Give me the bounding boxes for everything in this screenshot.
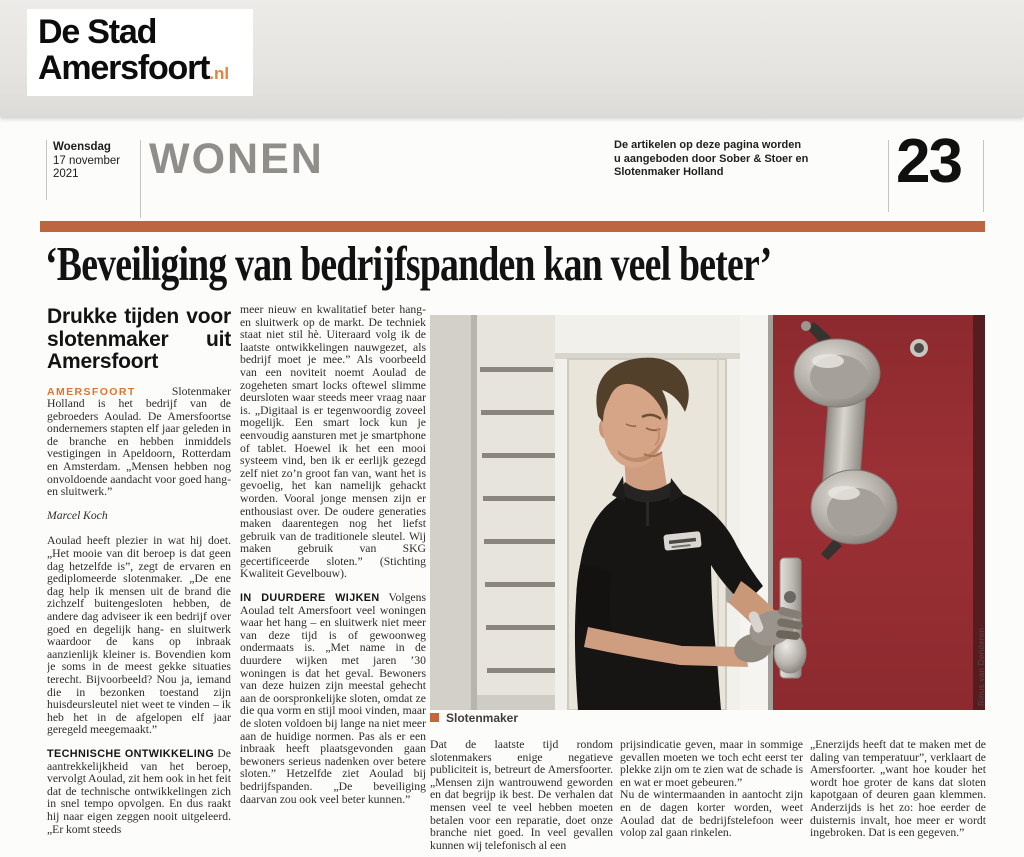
body-paragraph: Dat de laatste tijd rondom slotenmakers enige negatieve publiciteit is, betreurt de Amersfoorter. „Mensen zijn wantrouwend geworden en dat begrijp ik best. De verhalen dat mensen veel te veel hebben moeten betalen voor een reparatie, doet onze branche niet goed. In veel gevallen kunnen wij telefonisch al een [430,739,613,852]
article-column-5 [810,739,986,857]
staircase [477,315,560,710]
left-wall [430,315,475,710]
body-paragraph: IN DUURDERE WIJKEN Volgens Aoulad telt Amersfoort veel woningen waar het hang – en sluitwerk niet meer van deze tijd is of gewoonweg ondermaats is. „Met name in de duurdere wijken met jaren ’30 woningen is dat het geval. Bewoners van deze huizen zijn meestal gehecht aan de oorspronkelijke sloten, omdat ze die qua vorm en stijl mooi vinden, maar de sloten voldoen bij lange na niet meer aan de huidige normen. Pas als er een inbraak heeft plaatsgevonden gaan bewoners serieus nadenken over betere sloten.” Hetzelfde ziet Aoulad bij bedrijfspanden. „De beveiliging daarvan zou ook veel beter kunnen.” [240,591,426,806]
article-column-3 [430,739,613,857]
photo-caption: Slotenmaker [430,711,518,727]
photo-credit: Rinus van Denderen [977,627,986,706]
caption-marker-icon [430,713,439,722]
date-day: Woensdag [53,141,111,153]
subhead-in-duurdere-wijken: IN DUURDERE WIJKEN [240,592,380,605]
article-column-1 [47,306,231,857]
page-attribution: De artikelen op deze pagina worden u aangeboden door Sober & Stoer en Slotenmaker Holland [614,139,809,178]
body-paragraph: Aoulad heeft plezier in wat hij doet. „Het mooie van dit beroep is dat geen dag hetzelfde is”, zegt de ervaren en gediplomeerde slotenmaker. „De ene dag help ik mensen uit de brand die zichzelf buitengesloten hebben, de andere dag adviseer ik een bedrijf over goed en degelijk hang- en sluitwerk waardoor de kans op inbraak aanzienlijk kleiner is. Bovendien kom je soms in de meest gekke situaties terecht. Bijvoorbeeld? Nou ja, iemand die in bezonken toestand zijn huisdeursleutel niet weet te vinden – ik heb het in de afgelopen elf jaar geregeld meegemaakt.” [47,534,231,737]
logo-title-line2: Amersfoort.nl [38,49,230,87]
article-kicker: Drukke tijden voor slotenmaker uit Amersfoort [47,306,231,373]
article-column-2 [240,304,426,857]
headline: ‘Beveiliging van bedrijfspanden kan veel beter’ [45,236,772,291]
header-divider [888,140,889,212]
header-divider [140,140,141,218]
logo-nl-suffix: .nl [209,64,230,83]
logo-title-line1: De Stad [38,13,157,51]
photo-locksmith [430,315,985,710]
body-paragraph: meer nieuw en kwalitatief beter hang- en sluitwerk op de markt. De techniek staat niet stil hè. Uiteraard volg ik de laatste ontwikkelingen nauwgezet, als bedrijf moet je mee.” Als voorbeeld van een noviteit noemt Aoulad de zogeheten smart locks oftewel slimme deursloten waar steeds meer vraag naar is. „Digitaal is er tegenwoordig zoveel mogelijk. Een smart lock kun je eenvoudig aansturen met je smartphone of tablet. Hoewel ik het een mooi systeem vind, ben ik er eerlijk gezegd zelf niet zo’n groot fan van, want het is gevoelig, het kan namelijk gehackt worden. Vooral jonge mensen zijn er enthousiast over. De oudere generaties maken daarentegen nog het liefst gebruik van de traditionele sleutel. Wij maken gebruik van SKG gecertificeerde sloten.” (Stichting Kwaliteit Gevelbouw). [240,304,426,581]
orange-rule [40,221,985,232]
subhead-technische-ontwikkeling: TECHNISCHE ONTWIKKELING [47,747,215,760]
photo-illustration [430,315,985,710]
body-paragraph: prijsindicatie geven, maar in sommige gevallen moeten we toch echt eerst ter plekke zijn om te zien wat de schade is en wat er moet gebeuren.” [620,739,803,789]
body-paragraph: TECHNISCHE ONTWIKKELING De aantrekkelijkheid van het beroep, vervolgt Aoulad, zit hem ook in het feit dat de technische ontwikkelingen zich in snel tempo opvolgen. En dus raakt hij naar eigen zeggen nooit uitgeleerd. „Er komt steeds [47,746,231,836]
lead-paragraph: AMERSFOORT Slotenmaker Holland is het bedrijf van de gebroeders Aoulad. De Amersfoortse ondernemers stapten elf jaar geleden in de branche en hebben inmiddels vestigingen in Apeldoorn, Rotterdam en Amsterdam. „Mensen hebben nog onvoldoende aandacht voor goed hang- en sluitwerk.” [47,384,231,499]
date-line3: 2021 [53,168,79,180]
section-title: WONEN [149,135,324,183]
date-block [53,141,120,182]
byline: Marcel Koch [47,508,108,522]
dateline: AMERSFOORT [47,385,136,398]
date-line2: 17 november [53,154,121,167]
body-paragraph: „Enerzijds heeft dat te maken met de daling van temperatuur”, verklaart de Amersfoorter. „want hoe kouder het wordt hoe groter de kans dat sloten kapotgaan of deuren gaan klemmen. Anderzijds is het zo: hoe eerder de duisternis invalt, hoe meer er wordt ingebroken. Dat is een gegeven.” [810,739,986,840]
body-paragraph: Nu de wintermaanden in aantocht zijn en de dagen korter worden, weet Aoulad dat de bedrijfstelefoon weer volop zal gaan rinkelen. [620,788,803,840]
header-divider [983,140,984,212]
masthead-logo [27,9,253,96]
article-column-4 [620,739,803,857]
header-divider [46,140,47,200]
page-number: 23 [896,127,961,196]
